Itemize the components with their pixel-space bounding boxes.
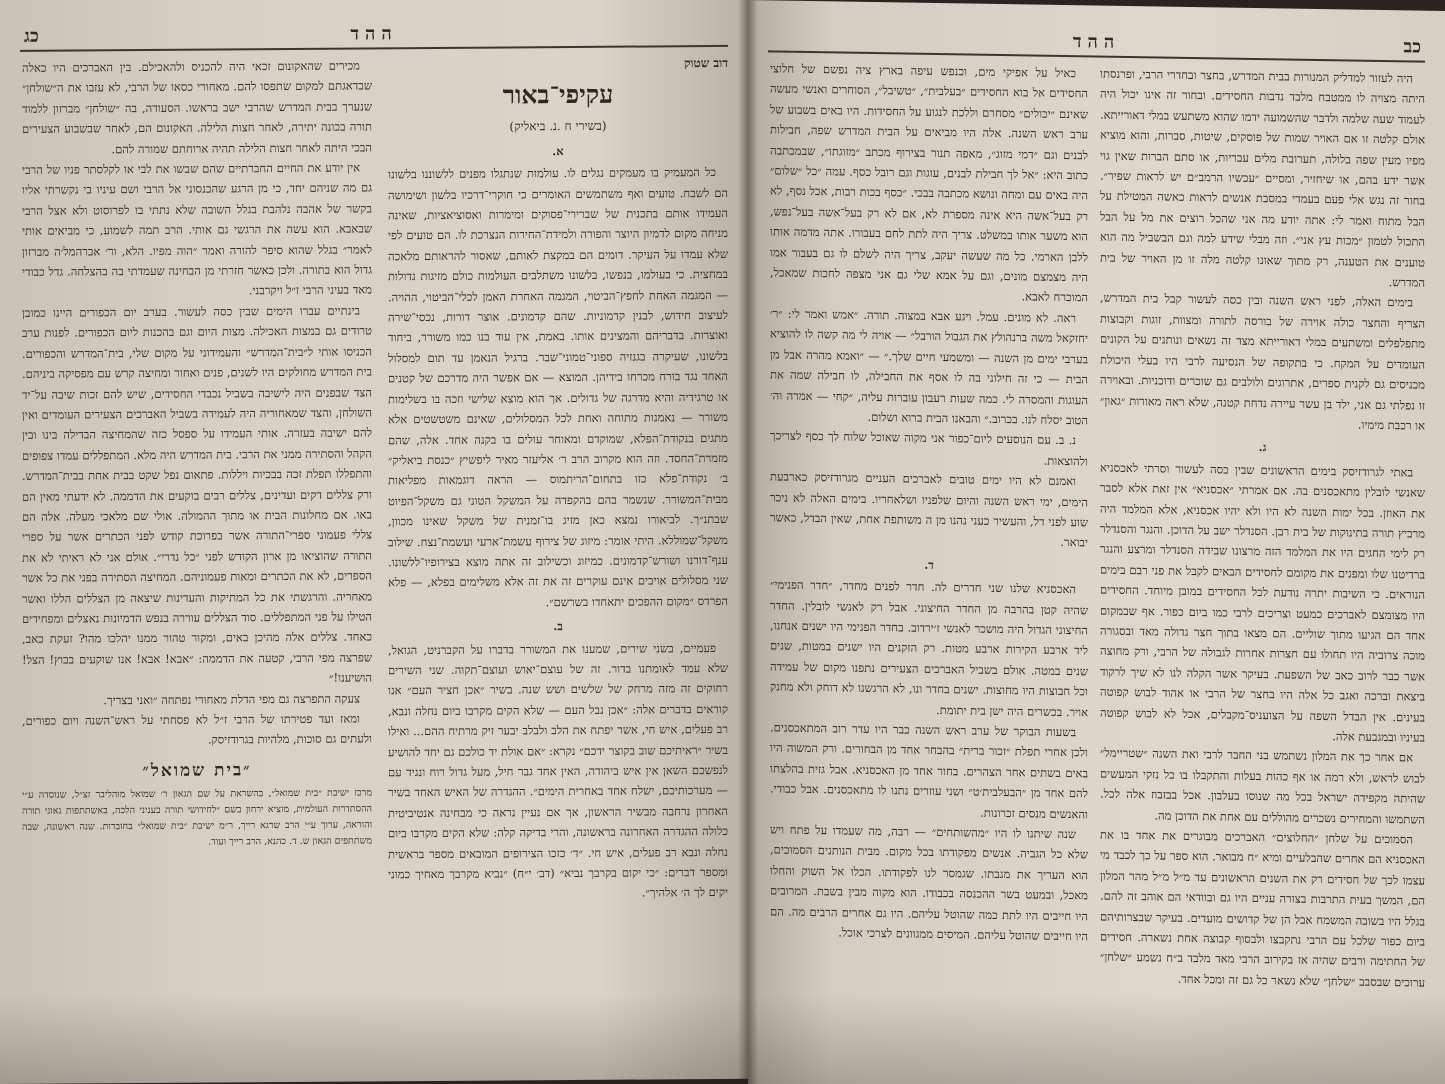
paragraph: אם אחר כך את המלון נשתמש בני החבר לרבי ואת השנה ״שטריימל״ לבוש לראש, ולא רמה או אף כהות בעלות והתקבלו בו כל נזקי המעשים שהיתה מקפידה ישראל בכל מה שנוסו בעלבון. אכל בבזבוז אלה לכל. השתמשו והמחירים נשכרים מהוללים עם אחת את הדוכן מה.	[1100, 745, 1425, 827]
article-subtitle: (בשירי ח .נ. ביאליק)	[509, 119, 607, 134]
paragraph: כל המעמיק בו מעמקים נגלים לו. עולמות שנתגלו מפנים ללשוננו בלשונו הם לשבח. טועים ואף משתמשים האומרים כי חוקרי־דרכיו בלשון ושימושה העמידו אותם בתכנית של שברירי־פסוקים ומימרות ואסוציאציות, שאינה מניחה מקום לדמיון היוצר והפורה ולמידת־החירות הנצרכת לו. הם טועים לפי שלא עמדו על העיקר. דומים הם במקצת לאותם, שאסור להראותם מלאכה במחצית. כי בעולמו, בנפשו, בלשונו משתלבים העולמות כולם מזיגות גדולות — המגמה האחת לחפץ־הביטוי, המגמה האחרת האמן לכלי־הביטוי, ההויה. לעיצוב חידוש, לבנין קדמוניות. שהם קדמונים. אוצר דורות, נכסי־שירה ואוצרות. בדבריהם והמצינים אותו. באמת, אין עוד בנו כמו משורר, ביחוד בלשונו, שעיקרה בגנזיה ספוני־טמוני־שבר. ברגיל הנאמן עד תום למסלול האחד נגד בורח מכרחו בידיהן. המוצא — אם אפשר היה מדרכם של קטנים או טרגידיה והיא מדרגה של גדולים. אך הוא מוצא שלישי וזכה בו בשלימות משורר — נאמנות מתוחה ואחת לכל המסלולים, שאינם משטשטים אלא מתגים בנקודת־הפלא, שמוקדם ומאוחר עולים בו בקנה אחד. אלה, שהם מזמרת־החסד. וזה הוא מקרוב הרב ר׳ אליעזר מאיר ליפשיץ ״כנסת ביאליק״ ב׳ נקודת־פלא כזו בתחום־הריתמוס — הראה דוגמאות מפליאות מבית־המשורר. שנשמר בהם בהקפדה על המשקל הטוני גם משקל־הפיוט שבתנ״ך. לביאורו נמצא כאן מזיג בו־זמנית של משקל שאינו מכוון, משקל־שמוללא. היתי אומר: מיזוג של צירוף עשמת־ארעי ועשמת־נצח. שילוב ענף־דורנו ושורש־קדמונים. כמיזוג וכשילוב זה אתה מוצא בצירופיו־ללשונו. שני מסלולים אויבים אינם עוקרים זה את זה אלא משלימים בפלא, — פלא הפרדס ״מקום ההפכים יתאחדו בשרשם״.	[388, 165, 728, 609]
left-page-column-left	[22, 55, 372, 1063]
article-title: עקיפי־באור	[502, 80, 614, 110]
paragraph: כאיל על אפיקי מים, וכנפש עיפה בארץ ציה נפשם של חלוצי החסידים אל בוא החסידים ״בעלבית״, ״טשיבל״, הסוחרים ואנשי מעשה שאינם ״יכולים״ מסחרם וללכת לנגוע על החסידות. היו באים בשבוע של ערב ראש השנה. אלה היו מביאים על הבית המדרש שפה, חבילות לבנים וגם ״דמי מזוג״, מאפה תנור בצירוף מכתב ״מזוגתו״, שבמכתבה כתוב היא: ״אל לך חבילת לבנים, עוגות וגם רובל כסף. עמה ״כל ״שלום״ היה באים עם ומחה ונושא מכתבה בבכי. ״כסף בכות רבות, אכל נסף, לא רק בעל־אשה היא אינה מספרת לא, אם לא רק בעל־אשה בעל־נפש, הוא משער אותו במשלט. צריך היה לתת לחם בעבורו. אתה מדמה אותו ללבן הארמי. כל מה שעשה יעקב, צריך היה לשלם לו גם בעבור אמו היה מצמצם מונים, וגם על אמא שלי גם אני מצפה לחכות שמאכל, המוכרח לאבא.	[770, 61, 1088, 305]
paragraph: אין יודע את החיים החברתיים שהם שבשו את לבי או לקלסתר פניו של הרבי גם מה שניהם יחד, כי מן הרגע שהכנסוני אל הרבי ושם עיניו בי נקשרתי אליו בקשר של אהבה נלהבת בגלל השובה שלא נתתי בו לפרוסוט ולא אצל הרבי שבאבא. הוא עשה את הרגשי גם אותי. הרב תמה לשמוע, כי מביאים אותי לאמר״ בגלל שהוא סיפר להורה ואמר ״הוה מפיו. הלא, ור׳ אברהמל׳ה מברזון גדול הוא בתורה. ולכן כאשר חזרתי מן הבחינה שעמדתי בה בהצלחה. גדל כבודי מאד בעיני הרבי ז״ל ויקרבני.	[22, 160, 372, 298]
section-heading: ב.	[553, 619, 563, 634]
book-gutter	[738, 0, 758, 1084]
paragraph: באתי לגרודזיסק בימים הראשונים שבין כסה לעשור וסרתי לאכסניא שאנשי לובלין מתאכסנים בה. אם אמרתי ״אכסניא״ אין זאת אלא לסבר את האוזן. בכל ימות השנה לא היו ולא יהיו אכסניא, אלא המלמד היה מרביץ תורה בתינוקות של בית רבן. הסנדלר ישב על הדוכן. והנגר והסנדלר רק לימי החגים היו את המלמד הזה מרצונו שבידה הסנדלר ומרצע והנגר ברדיטנו שלו ומפנים את מקומם לחסידים הבאים לקבל את פני רבם בימים הנוראים. כי השיבות יתרה נודעת לכל החסידים במובן מיוחד. החסידים היו מצומצם לאברכים כמעט וצריכים לרבי כמו ביום כפור. אף שבמקום אחד הם הגיעו מתוך שוליים. הם מצאו בתוך חצר גדולה מאד ובסגורה מוכה צרוביה היו תחולו עם חצרות אחרות לגבולה של הרבי, ורק מחוצה אשר כבר לרוב כאב של השפעת. בעיקר אשר הקלה לנו לא שיך לרקוד ביצאת וברכה ואגב כל אלה היו בחצר של הרבי או אהוד לבוש קפוטה בעינים. אין הבדל השפה על הצועניס־מקבלים, אכל לא לבוש קפוטה בעיניו ובמגבעת אלה.	[1100, 460, 1425, 745]
paragraph: נ. ב. עם הנוסעים ליום־כפור אני מקוה שאוכל שלוח לך כסף לצריכך ולהוצאות.	[770, 428, 1088, 469]
paragraph: היה לעזור למדליק המנורות בבית המדרש, בחצר ובחדרי הרבי, ופרנסתו היתה מצויה לו ממטבח מלבד נדבות החסידים. ובחור זה אינו יכול היה לעמוד שעה שלמה ולדבר שהשמועה ידמו שהוא משתעש במלי דאורייתא. אולם קלטה זו אם האויר שמות של פוסקים, שיטות, סברות, והוא מוציא מפיו מעין שפה בלולה, תערובת מלים עבריות, או סתם הברות שאין גוי אשר ידע בהם, או שיחזיר, ומסיים ״עכשיו הרמב״ם יש לראות שפיר״. בחור זה נגש אלי פעם בעמדי במסבת אנשים לראות כאשה המטילת על הבל מתוח ואמר לי: אתה יודע מה אני שהכל רוצים את מל על הבל התכול לטמון ״מכות עץ אני״. וזה מבלי שידע למה וגם הבשביל מה הוא טוענים את הטענה, רק מתוך שאונו קלטה מלה זו מן האויר של בית המדרש.	[1100, 66, 1425, 290]
paragraph: הסמוכים על שלחן ״החלוצים״ האברכים מבוגרים את אחד בו את האכסניא הם אחרים שהבלעיים ומיא ״ח מבואר. הוא ספר על כך לכבד מי עצמו לכך של חסידים רק את השנים הראשונים עד מ״ל מ״ל מהר המלון הם, המשך בעית התרבות בצורה עניים היו גם ובוודאי הם אוהב זה להם. בגלל היו בשובה המשמח אבל הן של קדושים מועדים. בעיקר שבצרותיהם ביום כפור שלכל עם הרבי נתקבצו ולבסוף קבוצה אחת נשארה. חסידים של החתימה ורבים שהיה אז בקירוב הרבי מאד מלבד ב״ח נשמע ״שלחן״ ערוכים שבסבב ״שלחן״ שלא נשאר כל גם זה ומכל אחד.	[1100, 827, 1425, 990]
paragraph: צעקה התפרצה גם מפי הדלת מאחורי נפתחה ״ואני בצריך.	[103, 691, 360, 707]
paragraph: ואמנם לא היו ימים טובים לאברכים העניים מגרודזיסק כארבעת הימים, ימי ראש השנה והיום שלפניו ושלאחריו. בימים האלה לא ניכר שוע לפני דל, והעשיר כעני נהנו מן ה משותפת אחת, שאין הבדל, כאשר יבואר.	[770, 469, 1088, 550]
paragraph: ומאז ועד פטירתו של הרבי ז״ל לא פסחתי על ראש־השנה ויום כפורים, ולעתים גם סוכות, מלהיות בגרודזיסק.	[22, 711, 372, 747]
left-page-number: כג	[24, 25, 39, 47]
paragraph: בימים האלה, לפני ראש השנה ובין כסה לעשור קבל בית המדרש, הצריף והחצר כולה אוירה של בורסה לתורה ומצוות, זוגות וקבוצות מתפלפלים ומשתעים במלי דאורייתא מצד זה נשאים ונותנים על הקונים העומדים על המקח. כי בתקופה של הנסיעה לרבי היו בעלי היכולת מכניסים גם לקנית ספרים, אתרוגים ולולבים גם שוכרים ודוכניות. ובאוירה זו נפלתי גם אני, ילד בן עשר עיירה נדחת קטנה, שלא ראה מאורות ״גאון״ או רכבת מימיו.	[1100, 290, 1425, 433]
right-page-number: כב	[1403, 36, 1421, 58]
paragraph: בינתיים עברו הימים שבין כסה לעשור. בערב יום הכפורים היינו כמובן טרודים גם במצות האכילה. מצות היום וגם בהכנות ליום הכפורים. לפנות ערב הכניסו אותי ל״בית־המדרש״ והעמידוני על מקום שלי, בית־המדרש והכפורים. בית המדרש מחולקים היו לשנים, פנים ואחור ומחיצה קרש עם מפסיקה ביניהם. הצד שבפנים היה לישיבה בשביל נכבדי החסידים, שיש להם זכות שיבה על־יד השולחן, והצד שמאחוריה היה לעמידה בשביל האברכים הצעירים העומדים ואין להם ישיבה בעזרה. אותי העמידו על ספסל כזה שהמחיצה הבדילה בינו ובין הקהל והסתירה ממני את הרבי. בית המדרש היה מלא. המתפללים עמדו צפופים והתפללו תפלת זכה בבכיות ויללות. פתאום נפל שקט בבית אחת בבית־המדרש. ורק צללים דקים ועדינים, צללים רבים בוקעים את הדממה. לא ידעתי מאין הם באו. אם מחלונות הבית או מתוך ההמולה. אולי שם מלאכי מעלה. אלה הם צללי פעמוני ספרי־התורה אשר בפרוכת קודש לפני הכתרים אשר על ספרי התורה שהוציאו מן ארון הקודש לפני ״כל נדרי״. אולם אני לא ראיתי לא את הספרים, לא את הכתרים ומאות פעמוניהם. המחיצה הסתירה בפני את כל אשר מאחריה. והרגשתי את כל המתיקות והעדינות שיצאה מן הצללים הללו ואשר הטילו על פני המתפללים. סוד הצללים עוררה בנפש הדמיונות נאצלים ומפחידים כאחד. צללים אלה מהיכן באים, ומקור טהור ממנו יהלכו מהו? זעקת כאב, שפרצה מפי הרבי, קטעה את הדממה: ״אבא! אבא! אנו שוקעים בבוץ! הצל! הושיענו!״	[22, 303, 372, 685]
left-page-header	[20, 15, 728, 52]
paragraph: האכסניא שלנו שני חדרים לה. חדר לפנים מחדר, ״חדר הפנימי״ שהיה קטן בהרבה מן החדר החיצוני. אבל רק לאנשי לובלין. החדר החיצוני הגדול היה מושכר לאנשי ז׳ירדוב. בחדר הפנימי היו ישנים אנחנו, ליד ארבע הקירות ארבע מטות. רק הזקנים היו ישנים במטות, שנים שנים במטה. אולם בשביל האברכים הצעירים נתפנו מקום של עמידה וכל חבוצות היו מחוצות. ישנים בחדר ונו, לא הרגשנו לא דוחק ולא מחנק אויר. בכשרים היה ישן בית יתומת.	[770, 577, 1088, 719]
left-running-title: ההד	[350, 23, 398, 45]
notice-text: מרכז ישיבת ״בית שמואל״, בהשראת על שם הגאון ר׳ שמואל מוהליבר זצ״ל, שנוסדה ע״י ההסתדרות העולמית, מוציא ירחון בשם ״לחידושי תורה בעניני הלכה, באשתתפות גאוני תורה והוראה, ערוך ע״י הרב שרגא רייך, ר״מ ישיבת ״בית שמואל״ בחוברות. שנה ראשונה, שבה משתתפים הגאון ש. ד. כהנא, הרב רייך ועוד.	[22, 787, 372, 848]
paragraph: בשעות הבוקר של ערב ראש השנה כבר היו עדר רוב המתאכסנים. ולכן אחרי תפלת ״זכור ברית״ בהבחר אחד מן הבחורים. ורק המשוה היו באים בשתים אחר הצהרים. בחור אחד מן האכסניא. אבל גזית בהלצתו להם אחד מן ״הבעלבית׳ט״ ושני עוזרים נתנו לו מתאכסנים. אבל כבודי. והאנשים מנסים זכרונות.	[770, 720, 1088, 821]
section-heading: ג.	[1258, 440, 1267, 455]
paragraph: ראה. לא מונים. עמל. ויגע אבא במצוה. תורה. ״אמש ואמר לי: ״ר׳ יחזקאל משה ברנהולץ את הגבול הורבל״ — אויה לי מה קשה לו להוציא בערבי ימים מן השנה — ומשמעי חיים שלך.״ — ״ואמא מהרה אבל מן הבית — כי זה חילוני בה לו אסף את החבילה, לו חבילה שמה את העוגות והמסרה לי. כמה שעות רעבון עוברות עליה, ״קחי — אמרה וה׳ הטוב יסלח לנו. בכרוב.״ והבאנו הבית ברוא ושלום.	[770, 306, 1088, 428]
notice-title: ״בית שמואל״	[142, 760, 252, 781]
right-running-title: ההד	[1072, 31, 1121, 53]
right-page-header	[768, 20, 1425, 62]
article-author: דוב שטוק	[683, 55, 728, 71]
paragraph: מכירים שהאקונום זכאי היה להכניס ולהאכילם. בין האברכים היו כאלה שבדאגתם למקום שתפסו להם. מאחורי כסאו של הרבי, לא עזבו את ה״שולחן״ שנערך בבית המדרש שהרבי ישב בראשו. הסעודה, בה ״שולחן״ מברזון ללמוד תורה בכונה יתירה, לאחר חצות הלילה. האקונום הם, לאחר שבשבוע הצעירים הבכי היתה לאחר חצות הלילה תהיה ארוחתם שמורה להם.	[22, 58, 372, 156]
right-page	[748, 0, 1445, 1084]
paragraph: פעמיים, בשני שירים, שמענו את המשורר בדברו על הקברניט, הגואל, שלא עמד לאומתנו בדור. זה של עוצם־יאוש ועוצם־תקוה. שני השירים רחוקים זה מזה מרחק של שלשים ושש שנה. בשיר ״אכן חציר העם״ אנו קוראים בדברים אלה: ״אכן נבל העם — שלא הקים מקרבו ביום נחלה ונבא, רב פעלים, איש חי, אשר יפתח את הלב ולבלב יבער זיק מרתיח ההם... ואילו בשיר ״ראיתיכם שוב בקוצר ידכם״ נקרא: ״אם אולת יד כולכם גם יחד להושיע לנפשכם השאן אין איש ביהודה, האין אחד גבר חיל, מעל גדול רוח ונגיד עם — מערכותיכם, ישלח אחד באחרית הימים״. ההגדרה של האיש האחד בשיר האחרון נרחבה מבשיר הראשון, אך אם נעיין נראה כי מבחינה אנטיביטית כלולה ההגדרה האחרונה בראשונה, והרי בדיקה קלה: שלא הקים מקרבו ביום נחלה ונבא רב פעלים, איש חי. ״ד׳ כזכו הצירופים המובאים מספר בראשית ומספר דברים: ״כי יקום בקרבך נביא״ (דב׳ י״ח) ״נביא מקרבך מאחיך כמוני יקים לך ה׳ אלהיך״.	[388, 640, 728, 900]
section-heading: ד.	[924, 557, 934, 572]
left-page-column-right	[388, 53, 728, 1061]
section-heading: א.	[552, 143, 564, 158]
right-page-column-left	[770, 58, 1088, 1069]
right-page-column-right	[1100, 64, 1425, 1075]
paragraph: שנה שיתנו לו היו ״מהשותחים״ — רבה, מה שעמדו על פתח ויש שלא כל הגביה. אנשים מפקודתו בכל מקום. מבית הנותנים הסמוכים, הוא העריך את מגבתו. שגמסר לנו לפקודתו. הכלו אל השוק והחלו מאכל, ובמעט בשר ההכנסה בכבודו. הוא מקוה מבין בשבת. המרובים היו חייבים היו לתת כמה שהוטל עליהם. היו גם אחרים הרבים מה. הם היו חייבים שהוטל עליהם. המיסים ממגוונים לצרכי אוכל.	[770, 822, 1088, 944]
